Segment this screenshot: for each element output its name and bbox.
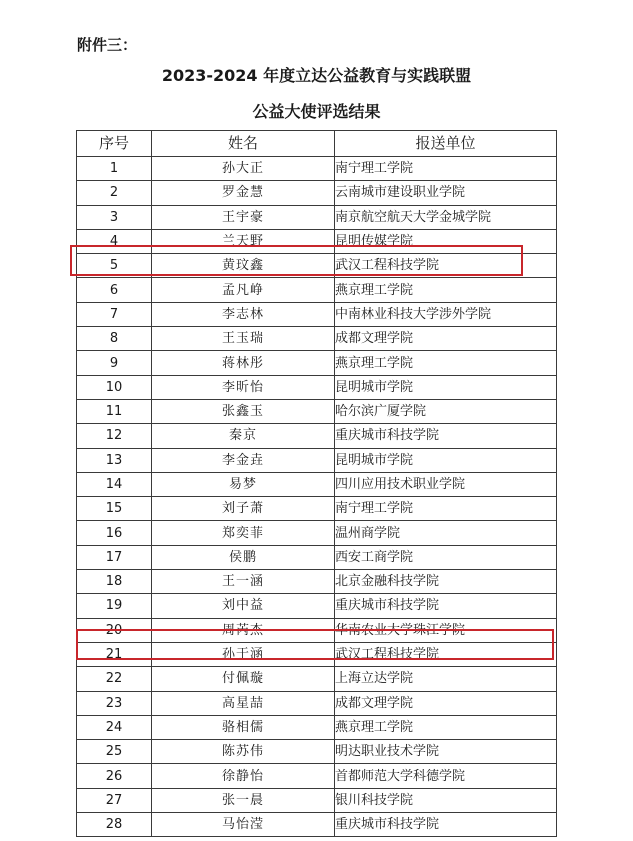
table-row (77, 497, 557, 521)
table-row (77, 327, 557, 351)
row-unit: 温州商学院 (335, 521, 557, 545)
table-row (77, 278, 557, 302)
row-index: 23 (77, 691, 152, 715)
row-name: 侯鹏 (152, 545, 335, 569)
results-table (76, 130, 557, 837)
row-name: 黄玟鑫 (152, 254, 335, 278)
row-unit: 四川应用技术职业学院 (335, 472, 557, 496)
row-unit: 成都文理学院 (335, 691, 557, 715)
header-index: 序号 (77, 131, 152, 157)
row-index: 27 (77, 788, 152, 812)
row-name: 蒋林彤 (152, 351, 335, 375)
row-index: 13 (77, 448, 152, 472)
row-index: 3 (77, 205, 152, 229)
row-unit: 昆明传媒学院 (335, 229, 557, 253)
table-row (77, 302, 557, 326)
row-unit: 昆明城市学院 (335, 375, 557, 399)
table-row (77, 375, 557, 399)
row-unit: 哈尔滨广厦学院 (335, 399, 557, 423)
row-index: 9 (77, 351, 152, 375)
row-name: 罗金慧 (152, 181, 335, 205)
row-index: 17 (77, 545, 152, 569)
row-unit: 中南林业科技大学涉外学院 (335, 302, 557, 326)
table-row (77, 618, 557, 642)
row-index: 14 (77, 472, 152, 496)
table-row (77, 157, 557, 181)
row-name: 陈苏伟 (152, 740, 335, 764)
table-row (77, 740, 557, 764)
row-name: 刘中益 (152, 594, 335, 618)
table-row (77, 788, 557, 812)
row-unit: 南宁理工学院 (335, 497, 557, 521)
row-index: 8 (77, 327, 152, 351)
row-name: 李金垚 (152, 448, 335, 472)
table-row (77, 594, 557, 618)
row-unit: 明达职业技术学院 (335, 740, 557, 764)
row-index: 5 (77, 254, 152, 278)
row-index: 20 (77, 618, 152, 642)
row-index: 10 (77, 375, 152, 399)
row-unit: 重庆城市科技学院 (335, 424, 557, 448)
header-name: 姓名 (152, 131, 335, 157)
row-index: 4 (77, 229, 152, 253)
row-index: 16 (77, 521, 152, 545)
table-row (77, 424, 557, 448)
row-index: 25 (77, 740, 152, 764)
row-unit: 重庆城市科技学院 (335, 594, 557, 618)
table-row (77, 764, 557, 788)
row-unit: 华南农业大学珠江学院 (335, 618, 557, 642)
table-row (77, 715, 557, 739)
row-unit: 武汉工程科技学院 (335, 642, 557, 666)
table-row (77, 448, 557, 472)
table-row (77, 205, 557, 229)
row-name: 李昕怡 (152, 375, 335, 399)
row-name: 孙于涵 (152, 642, 335, 666)
row-unit: 武汉工程科技学院 (335, 254, 557, 278)
table-body (77, 157, 557, 837)
attachment-label: 附件三： (77, 36, 138, 54)
row-index: 12 (77, 424, 152, 448)
row-index: 18 (77, 570, 152, 594)
table-row (77, 642, 557, 666)
table-row (77, 181, 557, 205)
table-row (77, 254, 557, 278)
row-name: 张一晨 (152, 788, 335, 812)
row-unit: 燕京理工学院 (335, 278, 557, 302)
table-row (77, 570, 557, 594)
row-name: 徐静怡 (152, 764, 335, 788)
row-unit: 燕京理工学院 (335, 351, 557, 375)
header-unit: 报送单位 (335, 131, 557, 157)
row-name: 付佩璇 (152, 667, 335, 691)
row-name: 刘子萧 (152, 497, 335, 521)
table-row (77, 472, 557, 496)
table-row (77, 813, 557, 837)
row-name: 易梦 (152, 472, 335, 496)
row-index: 22 (77, 667, 152, 691)
row-name: 周芮杰 (152, 618, 335, 642)
table-header-row (77, 131, 557, 157)
row-unit: 成都文理学院 (335, 327, 557, 351)
row-name: 马怡滢 (152, 813, 335, 837)
row-unit: 昆明城市学院 (335, 448, 557, 472)
row-name: 张鑫玉 (152, 399, 335, 423)
row-name: 王玉瑞 (152, 327, 335, 351)
row-name: 郑奕菲 (152, 521, 335, 545)
row-unit: 西安工商学院 (335, 545, 557, 569)
row-index: 7 (77, 302, 152, 326)
row-index: 21 (77, 642, 152, 666)
row-index: 24 (77, 715, 152, 739)
table-row (77, 229, 557, 253)
row-unit: 北京金融科技学院 (335, 570, 557, 594)
table-row (77, 691, 557, 715)
document-title: 2023-2024 年度立达公益教育与实践联盟 (161, 66, 472, 85)
table-row (77, 399, 557, 423)
table-row (77, 351, 557, 375)
row-name: 高星喆 (152, 691, 335, 715)
row-unit: 首都师范大学科德学院 (335, 764, 557, 788)
row-unit: 重庆城市科技学院 (335, 813, 557, 837)
row-unit: 云南城市建设职业学院 (335, 181, 557, 205)
row-unit: 上海立达学院 (335, 667, 557, 691)
row-index: 2 (77, 181, 152, 205)
row-unit: 银川科技学院 (335, 788, 557, 812)
document-subtitle: 公益大使评选结果 (252, 102, 381, 121)
row-index: 11 (77, 399, 152, 423)
row-index: 26 (77, 764, 152, 788)
row-index: 1 (77, 157, 152, 181)
row-unit: 南宁理工学院 (335, 157, 557, 181)
row-name: 骆相儒 (152, 715, 335, 739)
row-name: 兰天野 (152, 229, 335, 253)
row-name: 秦京 (152, 424, 335, 448)
row-index: 15 (77, 497, 152, 521)
row-name: 孙大正 (152, 157, 335, 181)
row-index: 19 (77, 594, 152, 618)
row-index: 6 (77, 278, 152, 302)
table-row (77, 545, 557, 569)
row-name: 孟凡峥 (152, 278, 335, 302)
row-name: 王一涵 (152, 570, 335, 594)
row-unit: 燕京理工学院 (335, 715, 557, 739)
table-row (77, 667, 557, 691)
row-index: 28 (77, 813, 152, 837)
row-unit: 南京航空航天大学金城学院 (335, 205, 557, 229)
row-name: 王宇豪 (152, 205, 335, 229)
row-name: 李志林 (152, 302, 335, 326)
table-row (77, 521, 557, 545)
